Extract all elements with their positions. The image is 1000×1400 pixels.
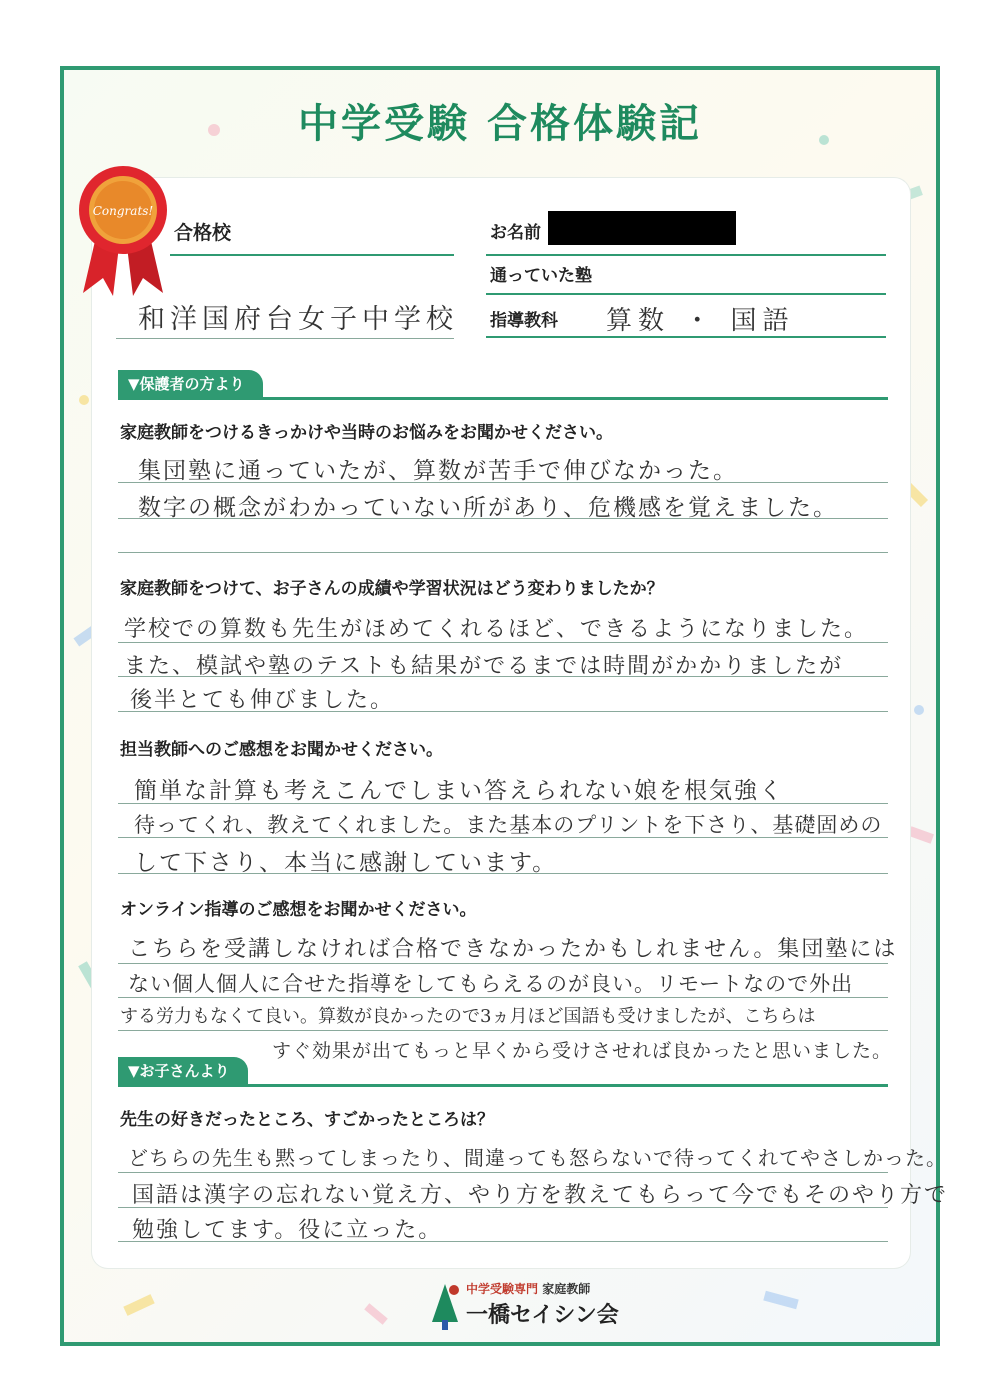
answer-rule: [118, 552, 888, 553]
parent-answer-3-line-1: 簡単な計算も考えこんでしまい答えられない娘を根気強く: [134, 778, 784, 804]
answer-rule: [118, 873, 888, 874]
parent-answer-1-line-2: 数字の概念がわかっていない所があり、危機感を覚えました。: [138, 495, 838, 521]
rosette-label: Congrats!: [92, 204, 154, 218]
parent-answer-3-line-2: 待ってくれ、教えてくれました。また基本のプリントを下さり、基礎固めの: [134, 813, 883, 837]
parent-section-line: [118, 397, 888, 400]
parent-answer-4-line-3: する労力もなくて良い。算数が良かったので3ヵ月ほど国語も受けましたが、こちらは: [120, 1006, 816, 1027]
parent-question-4: オンライン指導のご感想をお聞かせください。: [120, 900, 477, 920]
school-label-rule: [170, 254, 454, 256]
logo-tagline: 中学受験専門 家庭教師: [466, 1282, 591, 1296]
child-answer-1-line-2: 国語は漢字の忘れない覚え方、やり方を教えてもらって今でもそのやり方で: [132, 1183, 949, 1208]
school-value-rule: [116, 338, 454, 339]
juku-rule: [486, 293, 886, 295]
name-label: お名前: [490, 223, 541, 243]
page-title: 中学受験 合格体験記: [298, 101, 702, 147]
parent-answer-4-line-2: ない個人個人に合せた指導をしてもらえるのが良い。リモートなので外出: [128, 972, 854, 996]
answer-rule: [118, 803, 888, 804]
name-rule: [486, 254, 886, 256]
juku-label: 通っていた塾: [490, 266, 592, 286]
school-label: 合格校: [174, 222, 232, 244]
parent-answer-2-line-3: 後半とても伸びました。: [130, 688, 395, 713]
subject-label: 指導教科: [490, 311, 558, 331]
answer-rule: [118, 642, 888, 643]
answer-rule: [118, 482, 888, 483]
parent-answer-4-line-4: すぐ効果が出てもっと早くから受けさせれば良かったと思いました。: [272, 1040, 893, 1062]
answer-rule: [118, 676, 888, 677]
parent-question-3: 担当教師へのご感想をお聞かせください。: [120, 740, 443, 760]
company-logo: [428, 1278, 628, 1336]
answer-rule: [118, 837, 888, 838]
child-answer-1-line-3: 勉強してます。役に立った。: [132, 1218, 443, 1243]
answer-rule: [118, 711, 888, 712]
answer-rule: [118, 1207, 888, 1208]
logo-name: 一橋セイシン会: [466, 1303, 619, 1328]
answer-rule: [118, 1172, 888, 1173]
parent-answer-2-line-1: 学校での算数も先生がほめてくれるほど、できるようになりました。: [124, 617, 869, 642]
child-question-1: 先生の好きだったところ、すごかったところは？: [120, 1110, 494, 1130]
parent-section-tab: ▼保護者の方より: [118, 370, 263, 398]
parent-answer-4-line-1: こちらを受講しなければ合格できなかったかもしれません。集団塾には: [128, 937, 898, 962]
parent-question-2: 家庭教師をつけて、お子さんの成績や学習状況はどう変わりましたか？: [120, 579, 664, 599]
subject-rule: [486, 336, 886, 338]
answer-rule: [118, 518, 888, 519]
child-answer-1-line-1: どちらの先生も黙ってしまったり、間違っても怒らないで待ってくれてやさしかった。: [128, 1146, 947, 1170]
parent-answer-1-line-1: 集団塾に通っていたが、算数が苦手で伸びなかった。: [138, 458, 738, 484]
answer-rule: [118, 1241, 888, 1242]
parent-question-1: 家庭教師をつけるきっかけや当時のお悩みをお聞かせください。: [120, 423, 613, 443]
congrats-rosette-icon: [68, 158, 178, 298]
subject-value: 算数 ・ 国語: [606, 306, 795, 336]
school-value: 和洋国府台女子中学校: [138, 304, 458, 335]
tree-logo-icon: [428, 1282, 462, 1332]
child-section-line: [118, 1084, 888, 1087]
answer-rule: [118, 997, 888, 998]
parent-answer-3-line-3: して下さり、本当に感謝しています。: [134, 850, 558, 876]
answer-rule: [118, 963, 888, 964]
name-redaction: [548, 211, 736, 245]
child-section-tab: ▼お子さんより: [118, 1057, 248, 1085]
parent-answer-2-line-2: また、模試や塾のテストも結果がでるまでは時間がかかりましたが: [124, 654, 844, 679]
answer-rule: [118, 1030, 888, 1031]
